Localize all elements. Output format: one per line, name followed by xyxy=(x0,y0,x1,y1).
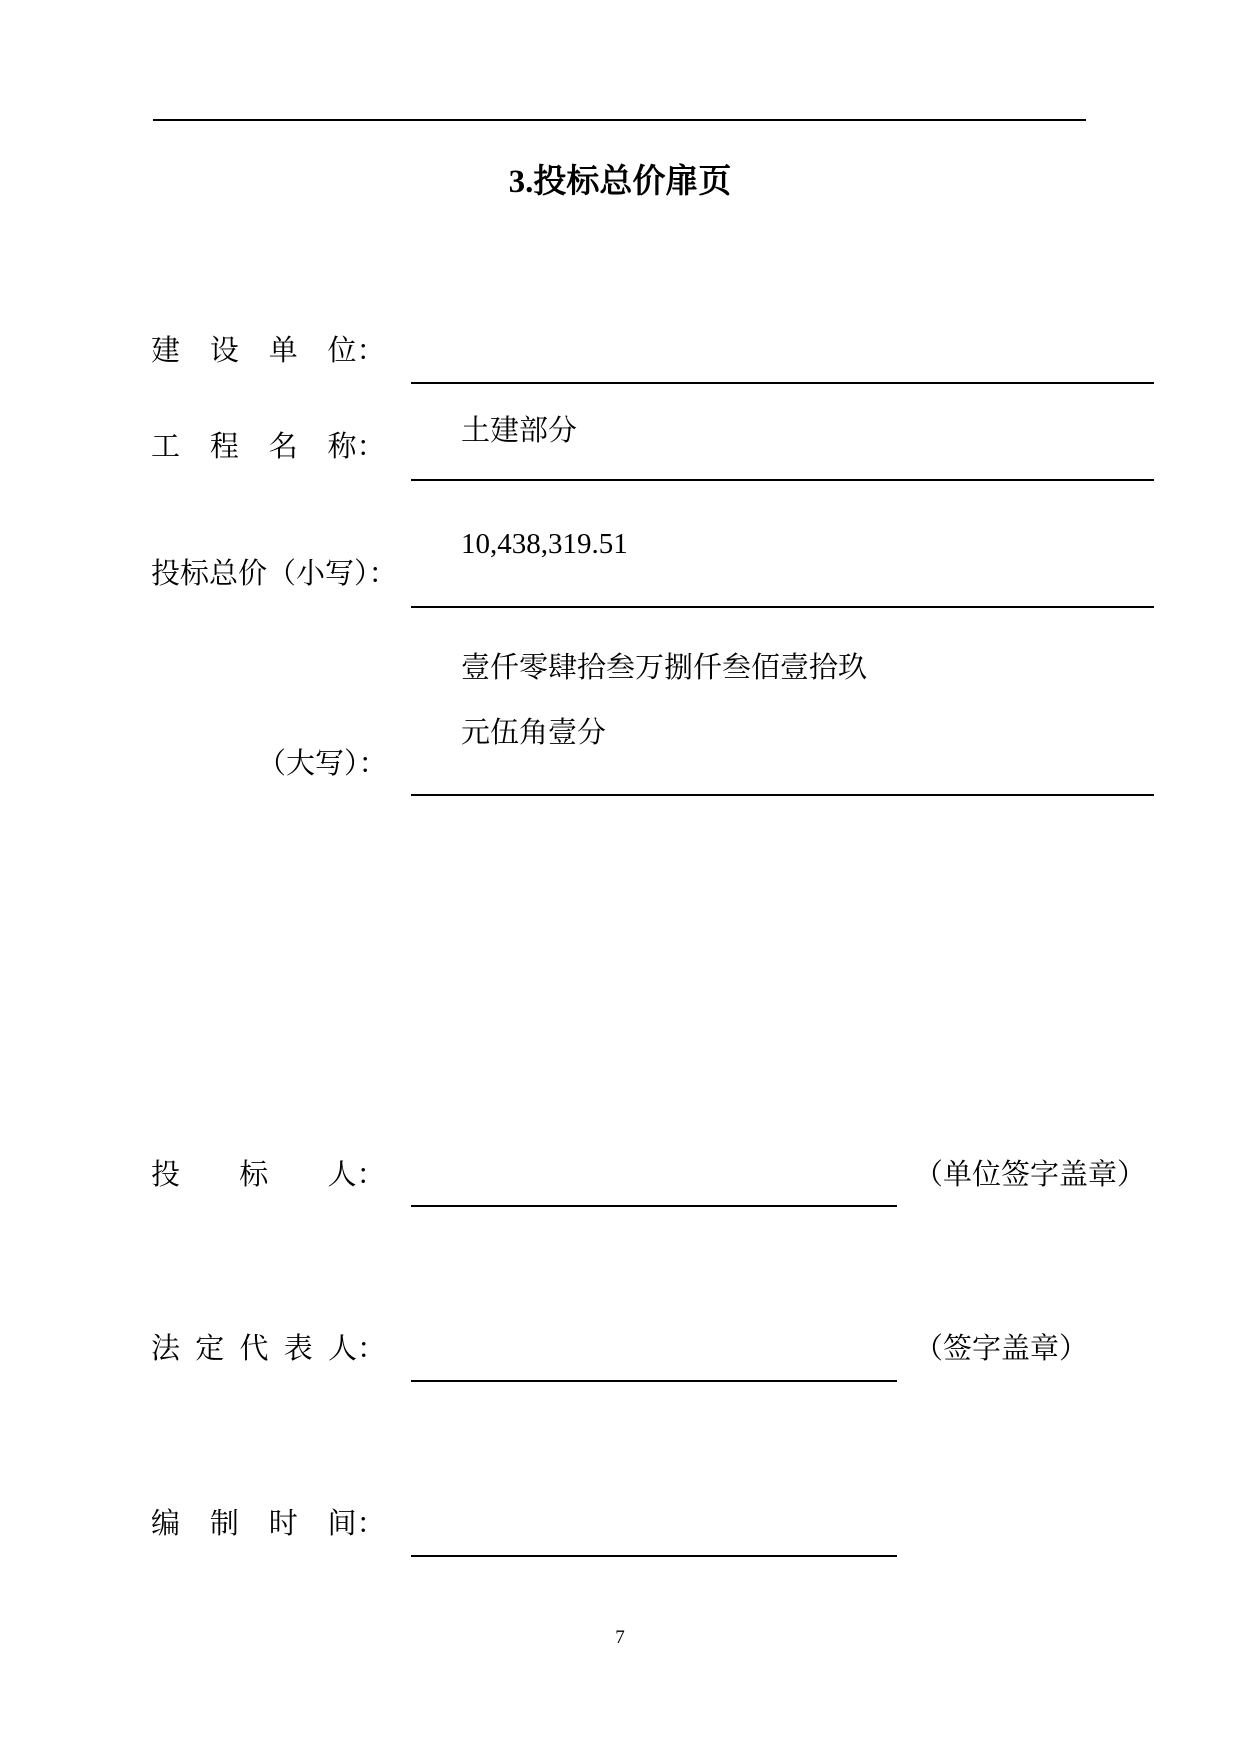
legal-representative-signature-line xyxy=(411,1380,897,1382)
bidder-seal-note: （单位签字盖章） xyxy=(914,1159,1147,1191)
bid-price-upper-line xyxy=(411,794,1154,796)
bid-price-upper-value-line1: 壹仟零肆拾叁万捌仟叁佰壹拾玖 xyxy=(461,652,868,684)
page-title: 3.投标总价扉页 xyxy=(508,164,732,200)
compile-date-label: 编 制 时 间： xyxy=(151,1508,386,1540)
bid-price-lower-line xyxy=(411,606,1154,608)
legal-representative-label: 法 定 代 表 人： xyxy=(151,1333,387,1365)
page-number: 7 xyxy=(615,1627,625,1648)
construction-unit-line xyxy=(411,382,1154,384)
construction-unit-label: 建 设 单 位： xyxy=(151,335,386,367)
bid-price-lower-value: 10,438,319.51 xyxy=(461,528,628,560)
legal-representative-seal-note: （签字盖章） xyxy=(914,1333,1089,1365)
project-name-value: 土建部分 xyxy=(461,415,578,447)
project-name-line xyxy=(411,479,1154,481)
bidder-label: 投 标 人： xyxy=(151,1159,386,1191)
compile-date-line xyxy=(411,1555,897,1557)
bid-price-upper-value-line2: 元伍角壹分 xyxy=(461,717,607,749)
bid-price-lower-label: 投标总价（小写）： xyxy=(151,558,398,590)
bidder-signature-line xyxy=(411,1205,897,1207)
header-rule xyxy=(153,119,1086,121)
project-name-label: 工 程 名 称： xyxy=(151,431,386,463)
bid-price-upper-label: （大写）： xyxy=(257,748,388,780)
